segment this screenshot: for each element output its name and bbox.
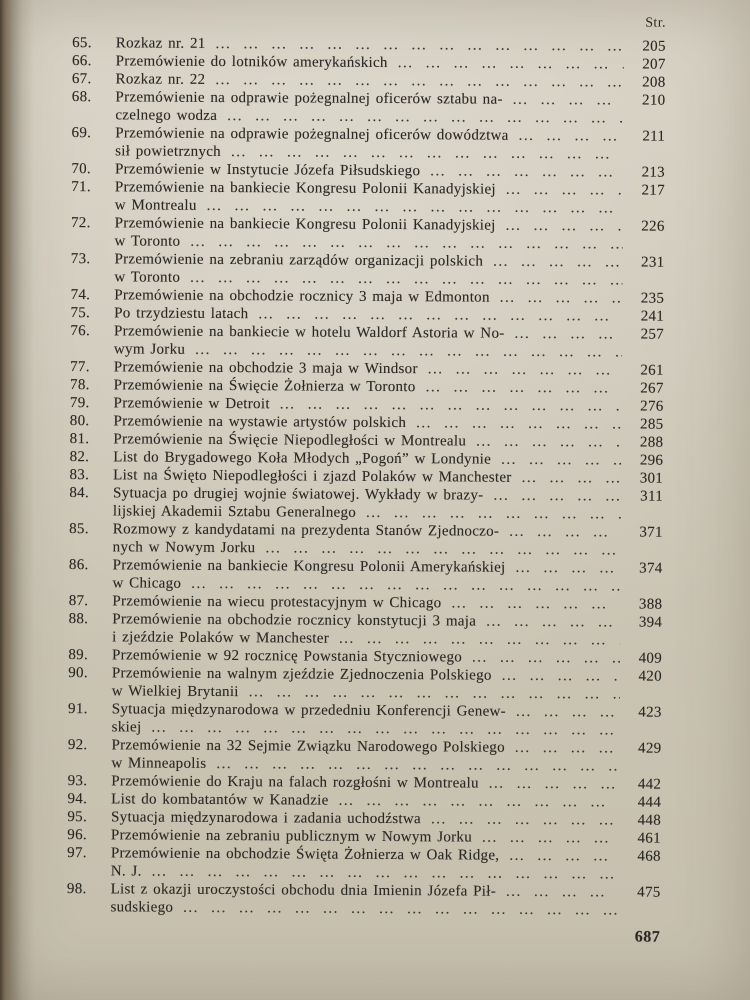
entry-number: 96. xyxy=(67,827,87,844)
book-gutter-shadow xyxy=(0,0,34,1000)
dot-leader xyxy=(258,305,622,325)
dot-leader xyxy=(506,883,619,902)
entry-number: 94. xyxy=(67,791,88,808)
entry-number: 81. xyxy=(69,431,90,448)
entry-number: 92. xyxy=(67,737,88,754)
entry-text: Przemówienie na obchodzie rocznicy 3 maja w Edmonton xyxy=(114,287,490,306)
entry-text: Rozkaz nr. 22 xyxy=(115,71,206,88)
entry-text: w Minneapolis xyxy=(111,755,207,772)
entry-number: 93. xyxy=(67,773,88,790)
entry-text: Przemówienie na odprawie pożegnalnej oficerów dowództwa xyxy=(115,125,509,144)
entry-page-number: 388 xyxy=(638,596,663,613)
entry-text: Przemówienie na obchodzie 3 maja w Windsor xyxy=(113,359,418,378)
dot-leader xyxy=(506,217,623,236)
entry-text: Przemówienie do Kraju na falach rozgłośni w Montrealu xyxy=(111,773,479,792)
entry-text: Rozkaz nr. 21 xyxy=(115,35,206,52)
page-content xyxy=(56,8,666,947)
entry-text: czelnego wodza xyxy=(115,107,218,124)
entry-number: 97. xyxy=(67,845,87,862)
dot-leader xyxy=(428,360,622,379)
entry-number: 90. xyxy=(68,665,88,682)
entry-text: w Toronto xyxy=(114,233,181,250)
toc-line xyxy=(57,844,661,866)
dot-leader xyxy=(482,829,619,848)
entry-number: 80. xyxy=(69,413,90,430)
entry-text: Sytuacja międzynarodowa i zadania uchodźstwa xyxy=(111,809,422,828)
entry-number: 95. xyxy=(67,809,88,826)
entry-page-number: 276 xyxy=(640,398,664,415)
entry-page-number: 208 xyxy=(642,74,666,91)
entry-text: Przemówienie na 32 Sejmie Związku Narodowego Polskiego xyxy=(111,737,505,756)
entry-page-number: 311 xyxy=(640,488,664,505)
entry-number: 83. xyxy=(69,467,90,484)
toc-line xyxy=(58,700,662,722)
book-page-number: 687 xyxy=(634,928,661,946)
entry-text: Przemówienie na zebraniu zarządów organizacji polskich xyxy=(114,251,484,270)
entry-number: 74. xyxy=(70,287,91,304)
dot-leader xyxy=(339,630,620,650)
dot-leader xyxy=(515,739,620,758)
entry-number: 69. xyxy=(71,125,92,142)
entry-page-number: 409 xyxy=(638,650,663,667)
entry-text: wym Jorku xyxy=(113,341,186,358)
entry-number: 79. xyxy=(69,395,90,412)
dot-leader xyxy=(430,162,623,181)
dot-leader xyxy=(502,667,620,686)
entry-page-number: 207 xyxy=(642,56,666,73)
entry-number: 75. xyxy=(70,305,91,322)
toc-line xyxy=(56,898,660,920)
entry-page-number: 444 xyxy=(637,794,662,811)
entry-page-number: 475 xyxy=(637,884,661,901)
entry-number: 76. xyxy=(70,323,91,340)
entry-text: w Wielkiej Brytanii xyxy=(111,683,239,701)
entry-text: List do Brygadowego Koła Młodych „Pogoń” w Londynie xyxy=(113,449,492,468)
entry-page-number: 394 xyxy=(638,614,663,631)
entry-text: Przemówienie na wiecu protestacyjnym w Chicago xyxy=(112,593,442,612)
entry-text: Przemówienie w Instytucie Józefa Piłsudskiego xyxy=(114,161,421,180)
dot-leader xyxy=(249,683,620,703)
entry-number: 73. xyxy=(70,251,91,268)
entry-page-number: 296 xyxy=(639,452,664,469)
page-column-header: Str. xyxy=(645,15,666,31)
dot-leader xyxy=(366,504,621,524)
entry-number: 70. xyxy=(71,161,92,178)
entry-text: w Chicago xyxy=(112,575,182,592)
entry-number: 89. xyxy=(68,647,89,664)
entry-text: Przemówienie na walnym zjeździe Zjednoczenia Polskiego xyxy=(111,665,492,684)
entry-text: Przemówienie w Detroit xyxy=(113,395,270,413)
entry-number: 78. xyxy=(69,377,90,394)
dot-leader xyxy=(451,594,620,613)
entry-number: 77. xyxy=(70,359,90,376)
entry-text: N. J. xyxy=(110,863,142,880)
entry-page-number: 371 xyxy=(639,524,663,541)
entry-number: 98. xyxy=(66,881,87,898)
dot-leader xyxy=(280,395,622,415)
entry-page-number: 257 xyxy=(640,326,665,343)
dot-leader xyxy=(509,523,621,542)
dot-leader xyxy=(398,54,624,73)
entry-number: 72. xyxy=(70,215,91,232)
entry-text: w Toronto xyxy=(114,269,181,286)
dot-leader xyxy=(426,378,622,397)
entry-number: 66. xyxy=(71,53,92,70)
entry-text: Przemówienie na obchodzie rocznicy konstytucji 3 maja xyxy=(112,611,477,630)
entry-text: Przemówienie na bankiecie Kongresu Polonii Amerykańskiej xyxy=(112,557,506,576)
entry-text: List do kombatantów w Kanadzie xyxy=(111,791,329,809)
entry-text: List z okazji uroczystości obchodu dnia Imienin Józefa Pił- xyxy=(110,881,497,900)
entry-text: Przemówienie na bankiecie Kongresu Polonii Kanadyjskiej xyxy=(114,179,496,198)
dot-leader xyxy=(472,649,620,668)
dot-leader xyxy=(519,127,624,146)
entry-number: 86. xyxy=(68,557,89,574)
dot-leader xyxy=(486,613,620,632)
entry-text: i zjeździe Polaków w Manchester xyxy=(112,629,330,647)
entry-text: Przemówienie na odprawie pożegnalnej oficerów sztabu na- xyxy=(115,89,503,108)
dot-leader xyxy=(231,143,623,163)
table-of-contents xyxy=(56,34,665,920)
entry-page-number: 285 xyxy=(640,416,664,433)
dot-leader xyxy=(515,325,623,344)
entry-text: w Montrealu xyxy=(114,197,197,214)
entry-text: Przemówienie na bankiecie Kongresu Polonii Kanadyjskiej xyxy=(114,215,496,234)
entry-number: 91. xyxy=(68,701,88,718)
entry-page-number: 423 xyxy=(638,704,662,721)
dot-leader xyxy=(416,414,621,433)
entry-number: 87. xyxy=(68,593,89,610)
entry-text: Przemówienie na Święcie Niepodległości w Montrealu xyxy=(113,431,467,450)
entry-page-number: 461 xyxy=(637,830,661,847)
dot-leader xyxy=(513,91,624,110)
dot-leader xyxy=(489,775,620,794)
dot-leader xyxy=(522,469,622,488)
page-header xyxy=(62,8,666,36)
entry-page-number: 288 xyxy=(639,434,664,451)
entry-page-number: 205 xyxy=(642,38,666,55)
dot-leader xyxy=(501,451,621,470)
entry-page-number: 267 xyxy=(640,380,664,397)
entry-text: Przemówienie w 92 rocznicę Powstania Styczniowego xyxy=(111,647,463,666)
entry-text: Przemówienie na bankiecie w hotelu Waldorf Astoria w No- xyxy=(113,323,505,342)
entry-page-number: 448 xyxy=(637,812,662,829)
entry-text: Rozmowy z kandydatami na prezydenta Stanów Zjednoczo- xyxy=(112,521,500,540)
entry-page-number: 211 xyxy=(642,128,666,145)
entry-text: Przemówienie do lotników amerykańskich xyxy=(115,53,388,71)
entry-number: 88. xyxy=(68,611,89,628)
entry-number: 84. xyxy=(69,485,90,502)
entry-text: List na Święto Niepodległości i zjazd Polaków w Manchester xyxy=(113,467,512,486)
dot-leader xyxy=(493,253,622,272)
entry-number: 71. xyxy=(71,179,91,196)
entry-page-number: 241 xyxy=(640,308,665,325)
entry-page-number: 231 xyxy=(641,254,665,271)
entry-page-number: 210 xyxy=(641,92,666,109)
entry-number: 85. xyxy=(69,521,89,538)
entry-page-number: 261 xyxy=(640,362,664,379)
dot-leader xyxy=(476,433,621,452)
dot-leader xyxy=(516,703,620,722)
entry-number: 67. xyxy=(71,71,92,88)
entry-text: nych w Nowym Jorku xyxy=(112,539,256,557)
entry-page-number: 374 xyxy=(639,560,663,577)
entry-text: sił powietrznych xyxy=(115,143,222,160)
dot-leader xyxy=(500,289,623,308)
entry-number: 68. xyxy=(71,89,92,106)
entry-text: Przemówienie na zebraniu publicznym w Nowym Jorku xyxy=(110,827,473,846)
entry-text: Przemówienie na Święcie Żołnierza w Toronto xyxy=(113,377,416,396)
entry-number: 65. xyxy=(72,35,92,52)
entry-text: skiej xyxy=(111,719,142,736)
entry-page-number: 213 xyxy=(641,164,666,181)
entry-text: sudskiego xyxy=(110,899,174,916)
dot-leader xyxy=(506,181,623,200)
dot-leader xyxy=(339,792,620,812)
entry-page-number: 468 xyxy=(637,848,661,865)
entry-page-number: 217 xyxy=(641,182,665,199)
entry-page-number: 429 xyxy=(638,740,662,757)
entry-page-number: 420 xyxy=(638,668,662,685)
entry-text: Przemówienie na wystawie artystów polskich xyxy=(113,413,407,432)
entry-text: lijskiej Akademii Sztabu Generalnego xyxy=(112,503,357,521)
entry-text: Sytuacja międzynarodowa w przededniu Konferencji Genew- xyxy=(111,701,507,720)
dot-leader xyxy=(183,899,618,920)
entry-page-number: 226 xyxy=(641,218,665,235)
entry-page-number: 235 xyxy=(640,290,665,307)
dot-leader xyxy=(516,559,621,578)
entry-number: 82. xyxy=(69,449,90,466)
entry-text: Sytuacja po drugiej wojnie światowej. Wykłady w brazy- xyxy=(112,485,484,504)
entry-page-number: 442 xyxy=(637,776,662,793)
dot-leader xyxy=(509,847,619,866)
dot-leader xyxy=(493,487,621,506)
entry-page-number: 301 xyxy=(639,470,664,487)
dot-leader xyxy=(431,810,619,829)
page-footer xyxy=(56,925,660,947)
entry-text: Po trzydziestu latach xyxy=(114,305,249,323)
dot-leader xyxy=(265,539,620,559)
entry-text: Przemówienie na obchodzie Święta Żołnierza w Oak Ridge, xyxy=(110,845,500,864)
dot-leader xyxy=(227,107,623,127)
